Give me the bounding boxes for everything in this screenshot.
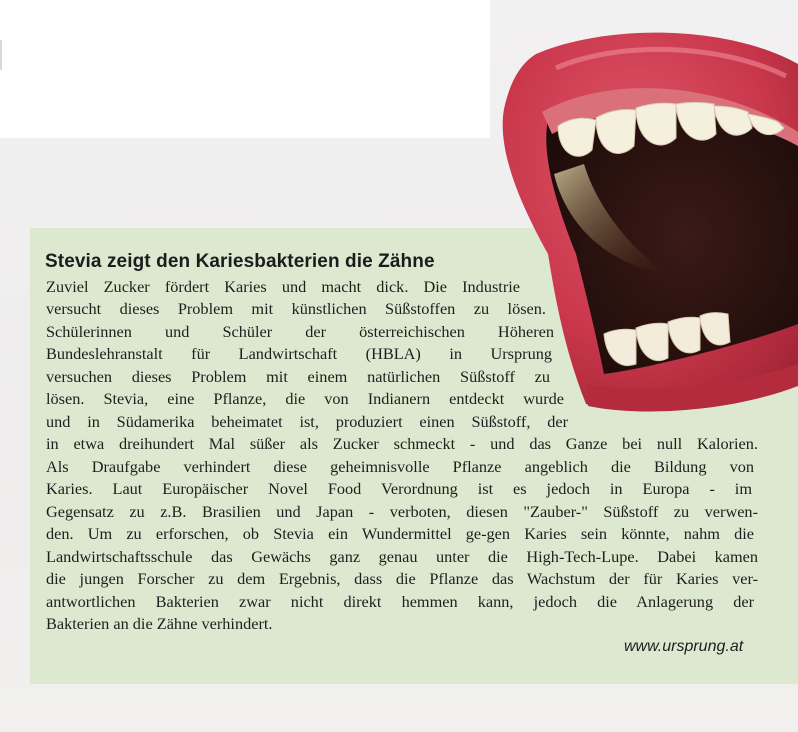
article-line: Karies. Laut Europäischer Novel Food Verordnung ist es jedoch in Europa - im — [46, 479, 752, 498]
article-line: versuchen dieses Problem mit einem natürlichen Süßstoff zu — [46, 367, 550, 386]
article-line: in etwa dreihundert Mal süßer als Zucker schmeckt - und das Ganze bei null Kalorien. — [46, 434, 758, 453]
scan-edge-mark — [0, 40, 2, 70]
article-line: den. Um zu erforschen, ob Stevia ein Wundermittel ge-gen Karies sein könnte, nahm die — [46, 524, 754, 543]
article-line: Schülerinnen und Schüler der österreichischen Höheren — [46, 322, 554, 341]
article-line: lösen. Stevia, eine Pflanze, die von Indianern entdeckt wurde — [46, 389, 564, 408]
article-line: und in Südamerika beheimatet ist, produziert einen Süßstoff, der — [46, 412, 568, 431]
article-line: versucht dieses Problem mit künstlichen Süßstoffen zu lösen. — [46, 299, 546, 318]
source-url: www.ursprung.at — [624, 638, 744, 655]
article-title: Stevia zeigt den Kariesbakterien die Zähne — [45, 251, 435, 272]
article-line: Zuviel Zucker fördert Karies und macht dick. Die Industrie — [46, 277, 520, 296]
article-line: die jungen Forscher zu dem Ergebnis, dass die Pflanze das Wachstum der für Karies ver- — [46, 569, 758, 588]
article-line: Gegensatz zu z.B. Brasilien und Japan - verboten, diesen "Zauber-" Süßstoff zu verwen- — [46, 502, 758, 521]
article-line: Als Draufgabe verhindert diese geheimnisvolle Pflanze angeblich die Bildung von — [46, 457, 754, 476]
article-line: Bakterien an die Zähne verhindert. — [46, 614, 273, 633]
article-line: Landwirtschaftsschule das Gewächs ganz genau unter die High-Tech-Lupe. Dabei kamen — [46, 547, 758, 566]
article-line: antwortlichen Bakterien zwar nicht direkt hemmen kann, jedoch die Anlagerung der — [46, 592, 754, 611]
blank-paper-area — [0, 0, 490, 138]
article-line: Bundeslehranstalt für Landwirtschaft (HBLA) in Ursprung — [46, 344, 552, 363]
